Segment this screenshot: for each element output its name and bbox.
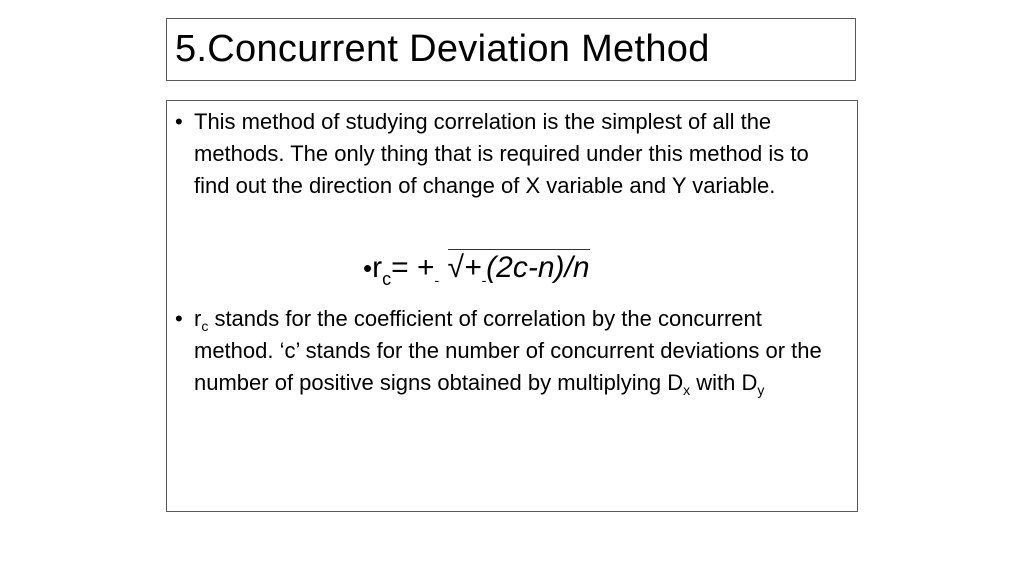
r-symbol: r <box>194 306 202 331</box>
sub-y: y <box>757 382 765 398</box>
bullet-marker: • <box>175 306 183 331</box>
sub-c: c <box>201 318 209 334</box>
content-box <box>166 100 858 512</box>
bullet-text-3 <box>175 303 847 399</box>
formula-radicand: (2c-n)/n <box>486 251 590 284</box>
formula-minus-2: - <box>481 272 487 288</box>
formula-line <box>363 248 590 288</box>
bullet3-text-b: with D <box>690 370 758 395</box>
bullet-item-3 <box>175 303 847 399</box>
formula-sqrt-plus: √+ <box>447 251 482 284</box>
slide-title: 5.Concurrent Deviation Method <box>175 28 710 70</box>
formula-bullet-marker: • <box>363 253 373 283</box>
bullet-marker: • <box>175 109 183 134</box>
sub-x: x <box>683 382 691 398</box>
formula-equals-plus: = + <box>391 251 435 284</box>
title-box <box>166 18 856 81</box>
formula-r: r <box>372 251 383 284</box>
formula-minus-1: - <box>434 272 440 288</box>
bullet3-text-a: stands for the coefficient of correlation by the concurrent method. ‘c’ stands for the number of concurrent deviations or the number of positive signs obtained by multiplying D <box>194 306 822 395</box>
bullet-text-1: This method of studying correlation is the simplest of all the methods. The only thing that is required under this method is to find out the direction of change of X variable and Y variable. <box>194 109 809 198</box>
formula-sub-c: c <box>382 269 392 289</box>
bullet-item-1 <box>175 106 847 202</box>
